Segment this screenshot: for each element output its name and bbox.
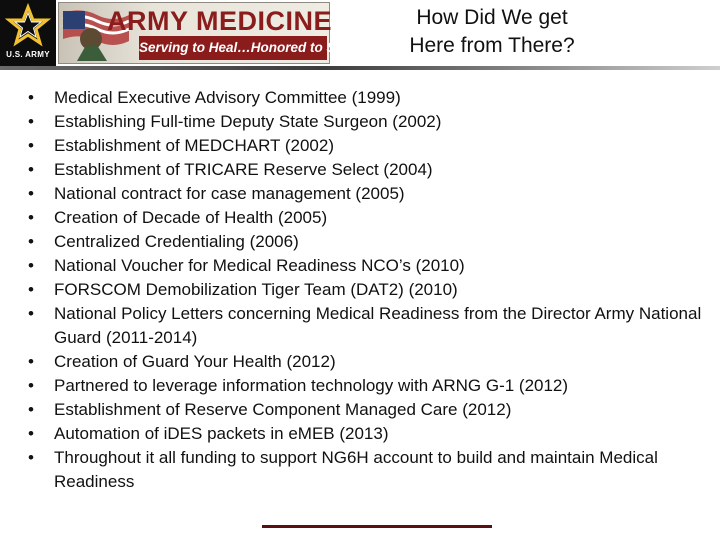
list-item-text: Creation of Decade of Health (2005): [54, 208, 328, 227]
header-divider: [0, 66, 720, 70]
footer-divider: [262, 525, 492, 528]
bullet-dot: •: [28, 184, 34, 203]
list-item-text: Establishment of MEDCHART (2002): [54, 136, 334, 155]
slide-title: [332, 4, 652, 60]
bullet-dot: •: [28, 136, 34, 155]
list-item-text: National Voucher for Medical Readiness NCO’s (2010): [54, 256, 465, 275]
banner-tagline: Serving to Heal…Honored to Serve: [139, 36, 327, 60]
list-item-text: FORSCOM Demobilization Tiger Team (DAT2) (2010): [54, 280, 458, 299]
slide-content: [22, 86, 712, 494]
list-item: [22, 374, 712, 398]
bullet-dot: •: [28, 256, 34, 275]
bullet-dot: •: [28, 88, 34, 107]
list-item: [22, 182, 712, 206]
slide-header: [0, 0, 720, 68]
list-item-text: Establishment of Reserve Component Managed Care (2012): [54, 400, 512, 419]
bullet-dot: •: [28, 232, 34, 251]
bullet-dot: •: [28, 208, 34, 227]
army-medicine-banner: [58, 2, 364, 64]
list-item: [22, 206, 712, 230]
bullet-dot: •: [28, 352, 34, 371]
list-item-text: National Policy Letters concerning Medical Readiness from the Director Army National Guard (2011-2014): [54, 304, 702, 347]
milestone-list: [22, 86, 712, 494]
list-item: [22, 86, 712, 110]
bullet-dot: •: [28, 280, 34, 299]
bullet-dot: •: [28, 448, 34, 467]
army-star-icon: [6, 4, 50, 48]
list-item-text: Establishment of TRICARE Reserve Select (2004): [54, 160, 433, 179]
list-item: [22, 302, 712, 350]
list-item: [22, 446, 712, 494]
slide-title-line-1: How Did We get: [416, 6, 568, 29]
list-item-text: Partnered to leverage information technology with ARNG G-1 (2012): [54, 376, 569, 395]
list-item: [22, 350, 712, 374]
bullet-dot: •: [28, 376, 34, 395]
bullet-dot: •: [28, 160, 34, 179]
banner-title: ARMY MEDICINE: [107, 6, 333, 36]
list-item: [22, 278, 712, 302]
bullet-dot: •: [28, 424, 34, 443]
list-item-text: Throughout it all funding to support NG6H account to build and maintain Medical Readiness: [54, 448, 658, 491]
list-item: [22, 422, 712, 446]
bullet-dot: •: [28, 304, 34, 323]
list-item: [22, 230, 712, 254]
list-item-text: Creation of Guard Your Health (2012): [54, 352, 336, 371]
list-item-text: Automation of iDES packets in eMEB (2013): [54, 424, 389, 443]
list-item: [22, 398, 712, 422]
list-item: [22, 254, 712, 278]
list-item-text: Centralized Credentialing (2006): [54, 232, 299, 251]
us-army-logo: [0, 0, 56, 68]
bullet-dot: •: [28, 400, 34, 419]
slide-title-line-2: Here from There?: [409, 34, 575, 57]
list-item-text: Establishing Full-time Deputy State Surgeon (2002): [54, 112, 442, 131]
us-army-label: U.S. ARMY: [6, 50, 50, 59]
bullet-dot: •: [28, 112, 34, 131]
list-item-text: National contract for case management (2005): [54, 184, 405, 203]
list-item-text: Medical Executive Advisory Committee (1999): [54, 88, 401, 107]
list-item: [22, 110, 712, 134]
list-item: [22, 158, 712, 182]
list-item: [22, 134, 712, 158]
